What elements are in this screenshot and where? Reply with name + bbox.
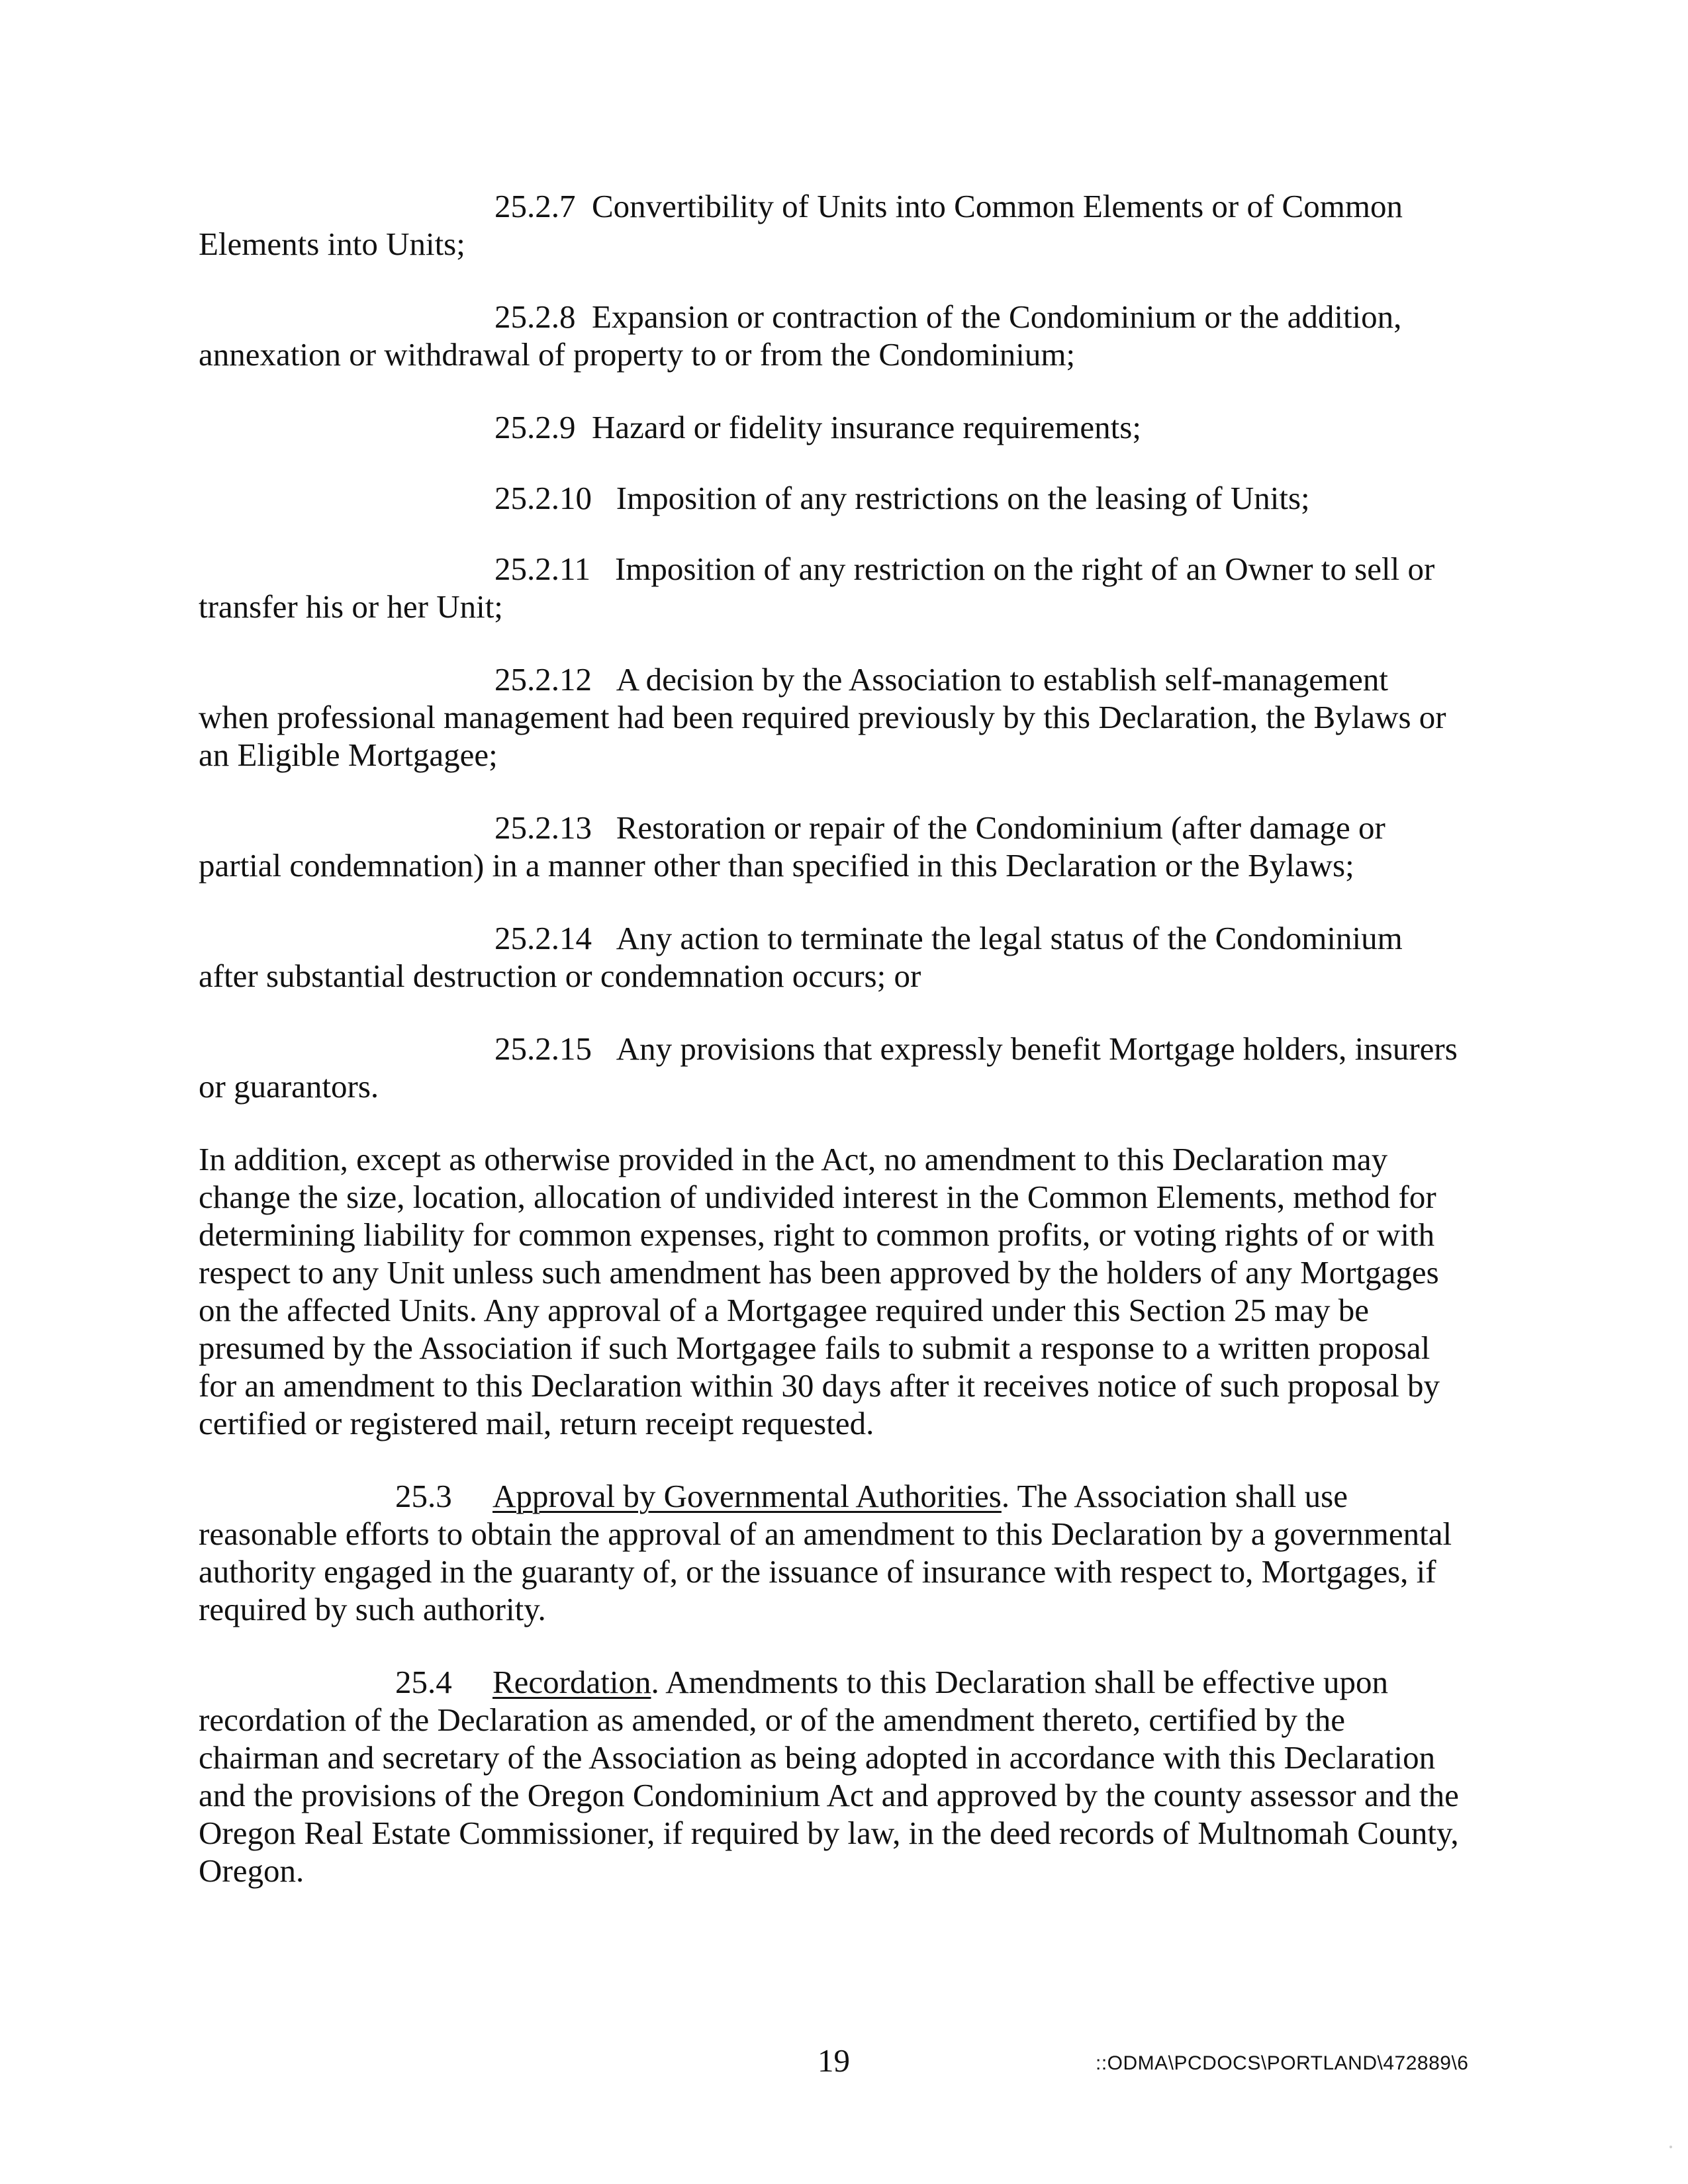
- addition-paragraph-line: certified or registered mail, return receipt requested.: [199, 1405, 874, 1441]
- section-title: Approval by Governmental Authorities: [492, 1478, 1002, 1514]
- item-25-2-14-first-line: [494, 919, 1403, 958]
- document-id: ::ODMA\PCDOCS\PORTLAND\472889\6: [1096, 2052, 1469, 2074]
- item-25-2-12-continuation: an Eligible Mortgagee;: [199, 737, 498, 773]
- document-body: [199, 0, 1489, 2184]
- section-text: . Amendments to this Declaration shall be effective upon: [651, 1664, 1389, 1700]
- section-25-3-first-line: [395, 1477, 1348, 1516]
- item-text: Hazard or fidelity insurance requirements;: [592, 409, 1141, 445]
- item-number: 25.2.14: [494, 920, 592, 956]
- addition-paragraph-line: presumed by the Association if such Mortgagee fails to submit a response to a written proposal: [199, 1330, 1430, 1366]
- item-25-2-7-continuation: Elements into Units;: [199, 226, 465, 262]
- addition-paragraph-line: for an amendment to this Declaration within 30 days after it receives notice of such proposal by: [199, 1367, 1440, 1404]
- addition-paragraph-line: on the affected Units. Any approval of a Mortgagee required under this Section 25 may be: [199, 1292, 1370, 1328]
- section-number: 25.3: [395, 1478, 452, 1514]
- item-25-2-13-continuation: partial condemnation) in a manner other than specified in this Declaration or the Bylaws;: [199, 847, 1354, 884]
- item-text: Any action to terminate the legal status of the Condominium: [616, 920, 1403, 956]
- item-number: 25.2.13: [494, 809, 592, 846]
- item-25-2-14-continuation: after substantial destruction or condemnation occurs; or: [199, 958, 921, 994]
- item-25-2-11-continuation: transfer his or her Unit;: [199, 588, 503, 625]
- addition-paragraph-line: In addition, except as otherwise provided in the Act, no amendment to this Declaration may: [199, 1141, 1388, 1177]
- scan-artifact: [1669, 2146, 1672, 2148]
- item-number: 25.2.9: [494, 409, 576, 445]
- item-number: 25.2.10: [494, 480, 592, 516]
- item-25-2-12-continuation: when professional management had been required previously by this Declaration, the Bylaws or: [199, 699, 1446, 735]
- item-number: 25.2.11: [494, 551, 591, 587]
- item-text: A decision by the Association to establish self-management: [616, 661, 1388, 698]
- addition-paragraph-line: determining liability for common expenses, right to common profits, or voting rights of or with: [199, 1216, 1435, 1253]
- item-25-2-15-first-line: [494, 1030, 1458, 1068]
- section-25-4-line: chairman and secretary of the Association as being adopted in accordance with this Declaration: [199, 1739, 1436, 1776]
- item-number: 25.2.7: [494, 188, 576, 224]
- item-number: 25.2.8: [494, 298, 576, 335]
- item-text: Restoration or repair of the Condominium (after damage or: [616, 809, 1385, 846]
- item-25-2-10-first-line: [494, 479, 1310, 518]
- section-text: . The Association shall use: [1001, 1478, 1348, 1514]
- addition-paragraph-line: respect to any Unit unless such amendment has been approved by the holders of any Mortgages: [199, 1254, 1439, 1291]
- section-25-3-line: required by such authority.: [199, 1591, 546, 1627]
- item-25-2-7-first-line: [494, 187, 1403, 226]
- section-25-4-line: Oregon Real Estate Commissioner, if required by law, in the deed records of Multnomah County,: [199, 1815, 1459, 1851]
- addition-paragraph-line: change the size, location, allocation of undivided interest in the Common Elements, method for: [199, 1179, 1436, 1215]
- section-25-4-line: Oregon.: [199, 1852, 305, 1889]
- item-text: Imposition of any restriction on the right of an Owner to sell or: [614, 551, 1435, 587]
- item-number: 25.2.15: [494, 1030, 592, 1067]
- section-25-3-line: authority engaged in the guaranty of, or the issuance of insurance with respect to, Mortgages, if: [199, 1553, 1436, 1590]
- item-25-2-8-first-line: [494, 298, 1401, 336]
- item-text: Convertibility of Units into Common Elements or of Common: [592, 188, 1403, 224]
- item-text: Expansion or contraction of the Condominium or the addition,: [592, 298, 1402, 335]
- page-number: 19: [818, 2042, 850, 2079]
- item-25-2-13-first-line: [494, 809, 1385, 847]
- item-25-2-12-first-line: [494, 660, 1388, 699]
- item-text: Any provisions that expressly benefit Mortgage holders, insurers: [616, 1030, 1458, 1067]
- section-25-4-first-line: [395, 1663, 1388, 1702]
- item-25-2-11-first-line: [494, 550, 1434, 588]
- section-25-3-line: reasonable efforts to obtain the approval of an amendment to this Declaration by a governmental: [199, 1516, 1452, 1552]
- section-25-4-line: and the provisions of the Oregon Condominium Act and approved by the county assessor and the: [199, 1777, 1459, 1813]
- item-text: Imposition of any restrictions on the leasing of Units;: [616, 480, 1310, 516]
- item-25-2-8-continuation: annexation or withdrawal of property to or from the Condominium;: [199, 336, 1076, 373]
- section-number: 25.4: [395, 1664, 452, 1700]
- section-title: Recordation: [492, 1664, 651, 1700]
- item-25-2-15-continuation: or guarantors.: [199, 1068, 379, 1105]
- section-25-4-line: recordation of the Declaration as amended, or of the amendment thereto, certified by the: [199, 1702, 1345, 1738]
- item-number: 25.2.12: [494, 661, 592, 698]
- item-25-2-9-first-line: [494, 408, 1141, 447]
